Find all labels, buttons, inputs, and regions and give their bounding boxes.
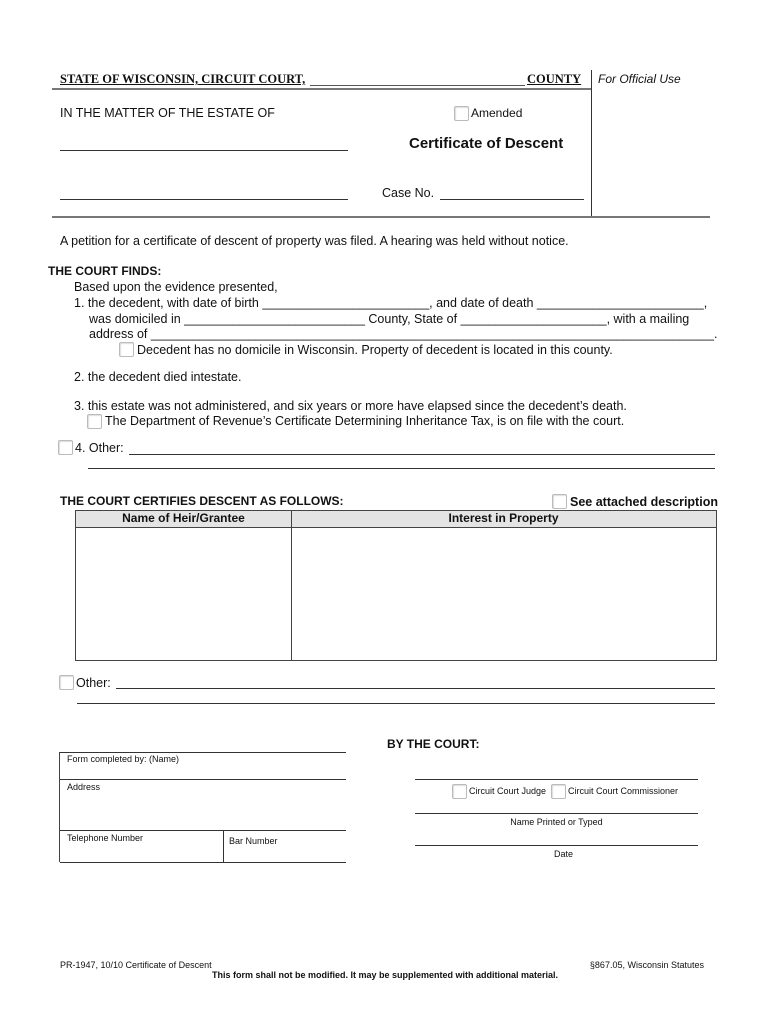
official-use-label: For Official Use [598,72,681,86]
modification-notice: This form shall not be modified. It may be supplemented with additional material. [211,970,559,980]
bar-number-label: Bar Number [229,836,278,846]
based-upon-text: Based upon the evidence presented, [74,280,278,294]
county-name-field[interactable] [310,85,525,86]
address-label: Address [67,782,101,792]
finding-4-field-2[interactable] [88,468,715,469]
no-domicile-label: Decedent has no domicile in Wisconsin. Property of decedent is located in this county. [137,343,613,357]
commissioner-label: Circuit Court Commissioner [568,786,679,796]
dor-certificate-label: The Department of Revenue’s Certificate Determining Inheritance Tax, is on file with the court. [105,414,625,428]
name-printed-label: Name Printed or Typed [510,817,603,827]
column-header-interest: Interest in Property [448,511,559,525]
amended-checkbox[interactable] [454,106,469,121]
finding-3: 3. this estate was not administered, and six years or more have elapsed since the decedent’s death. [74,399,627,413]
signature-field[interactable] [415,779,698,780]
see-attached-checkbox[interactable] [552,494,567,509]
header-bottom-divider [52,216,710,218]
statute-reference: §867.05, Wisconsin Statutes [589,960,704,970]
certifies-heading: THE COURT CERTIFIES DESCENT AS FOLLOWS: [60,494,344,508]
petition-text: A petition for a certificate of descent of property was filed. A hearing was held without notice. [60,234,569,248]
finding-4-label: 4. Other: [75,441,124,455]
county-label: COUNTY [527,72,582,86]
commissioner-checkbox[interactable] [551,784,566,799]
estate-label: IN THE MATTER OF THE ESTATE OF [60,106,275,120]
box-line [60,752,346,753]
box-line [60,830,346,831]
finding-1-line-1: 1. the decedent, with date of birth ________________________, and date of death ________________________, [74,296,708,310]
dor-certificate-checkbox[interactable] [87,414,102,429]
estate-name-field-2[interactable] [60,199,348,200]
other-label: Other: [76,676,111,690]
header-divider [52,88,591,90]
court-finds-heading: THE COURT FINDS: [48,264,162,278]
case-no-label: Case No. [382,186,435,200]
date-label: Date [553,849,573,859]
heir-table [75,510,717,661]
finding-2: 2. the decedent died intestate. [74,370,242,384]
court-label: STATE OF WISCONSIN, CIRCUIT COURT, [60,72,306,86]
page-title: Certificate of Descent [409,135,564,152]
estate-name-field[interactable] [60,150,348,151]
official-use-divider [591,70,592,217]
completed-by-box [59,752,346,862]
amended-label: Amended [471,106,523,120]
telephone-label: Telephone Number [67,833,144,843]
box-divider [223,830,224,862]
date-field[interactable] [415,845,698,846]
judge-checkbox[interactable] [452,784,467,799]
no-domicile-checkbox[interactable] [119,342,134,357]
completed-by-name-label: Form completed by: (Name) [67,754,180,764]
by-the-court-heading: BY THE COURT: [387,737,480,751]
box-line [60,779,346,780]
interest-cell[interactable] [292,528,716,660]
finding-1-line-2: was domiciled in __________________________ County, State of _____________________, with a mailing [89,312,690,326]
case-no-field[interactable] [440,199,584,200]
other-field-2[interactable] [77,703,715,704]
form-id: PR-1947, 10/10 Certificate of Descent [60,960,212,970]
judge-label: Circuit Court Judge [469,786,547,796]
other-field[interactable] [116,688,715,689]
finding-1-line-3: address of _________________________________________________________________________________. [89,327,718,341]
finding-4-field[interactable] [129,454,715,455]
other-4-checkbox[interactable] [58,440,73,455]
heir-name-cell[interactable] [76,528,291,660]
box-line [60,862,346,863]
column-header-heir: Name of Heir/Grantee [122,511,245,525]
name-printed-field[interactable] [415,813,698,814]
see-attached-label: See attached description [570,495,718,509]
other-checkbox[interactable] [59,675,74,690]
